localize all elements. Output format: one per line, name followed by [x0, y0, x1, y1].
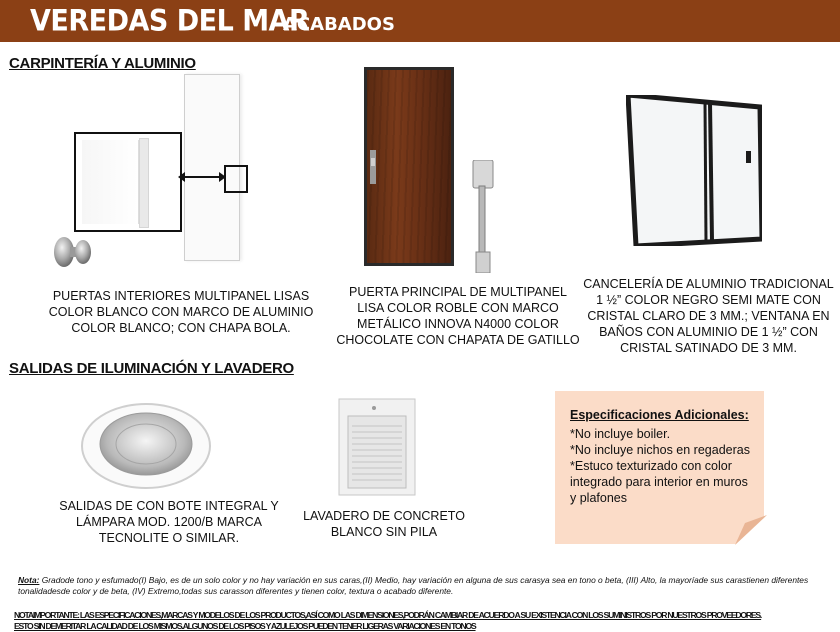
main-door-image — [364, 67, 454, 266]
section-title-lighting: SALIDAS DE ILUMINACIÓN Y LAVADERO — [9, 360, 294, 377]
aluminum-window-image — [626, 95, 762, 246]
detail-marker — [224, 165, 248, 193]
handle-set-image — [470, 160, 496, 273]
brand-title: VEREDAS DEL MAR — [30, 4, 310, 39]
legal-line-1: NOTAIMPORTANTE: LAS ESPECIFICACIONES,MARCAS Y MODELOS DE LOS PRODUCTOS,ASÍ COMO LAS DIMENSIONES,PODRÁN CAMBIAR DE ACUERDO A SU EXISTENCIA CON LOS SUMINISTROS POR NUESTROS PROVEEDORES. — [14, 610, 762, 620]
double-arrow-icon — [178, 171, 226, 183]
footnote-text: Gradode tono y esfumado(I) Bajo, es de un solo color y no hay variación en sus caras,(II) Medio, hay variación en alguna de sus carasya sea en tono o beta, (III) Alto, la mayoríade sus carastienen diferentes tonalidadesde color y de beta, (IV) Extremo,todas sus carasson diferentes y tienen color, textura o acabado diferente. — [18, 575, 809, 596]
page-subtitle: ACABADOS — [283, 14, 395, 35]
spec-line: integrado para interior en muros — [570, 475, 748, 489]
spec-line: *No incluye nichos en regaderas — [570, 443, 750, 457]
legal-line-2: ESTO SIN DEMERITAR LA CALIDAD DE LOS MISMOS.ALGUNOS DE LOS PISOS Y AZULEJOS PUEDEN TENER LIGERAS VARIACIONES EN TONOS — [14, 621, 476, 631]
sink-caption: LAVADERO DE CONCRETO BLANCO SIN PILA — [303, 509, 465, 539]
concrete-sink-image — [338, 398, 416, 496]
main-door-lock-icon — [370, 150, 376, 184]
interior-door-caption: PUERTAS INTERIORES MULTIPANEL LISAS COLOR BLANCO CON MARCO DE ALUMINIO COLOR BLANCO; CON CHAPA BOLA. — [48, 289, 314, 335]
additional-specs-list — [570, 426, 766, 506]
interior-door-detail-image — [74, 132, 182, 232]
door-knob-image — [52, 235, 94, 269]
spec-line: *No incluye boiler. — [570, 427, 671, 441]
section-title-carpentry: CARPINTERÍA Y ALUMINIO — [9, 55, 196, 72]
footnote-label: Nota: — [18, 575, 40, 585]
recessed-lamp-image — [80, 402, 212, 490]
spec-line: *Estuco texturizado con color — [570, 459, 732, 473]
footnote — [18, 575, 833, 597]
additional-specs-title: Especificaciones Adicionales: — [570, 408, 749, 422]
legal-notice — [14, 610, 840, 632]
lamp-caption: SALIDAS DE CON BOTE INTEGRAL Y LÁMPARA MOD. 1200/B MARCA TECNOLITE O SIMILAR. — [59, 499, 279, 545]
main-door-caption: PUERTA PRINCIPAL DE MULTIPANEL LISA COLOR ROBLE CON MARCO METÁLICO INNOVA N4000 COLOR CHOCOLATE CON CHAPATA DE GATILLO — [336, 285, 580, 347]
spec-line: y plafones — [570, 491, 627, 505]
page-fold-icon — [735, 515, 767, 545]
window-caption: CANCELERÍA DE ALUMINIO TRADICIONAL 1 ½” COLOR NEGRO SEMI MATE CON CRISTAL CLARO DE 3 MM.; VENTANA EN BAÑOS CON ALUMINIO DE 1 ½” CON CRISTAL SATINADO DE 3 MM. — [583, 277, 834, 355]
